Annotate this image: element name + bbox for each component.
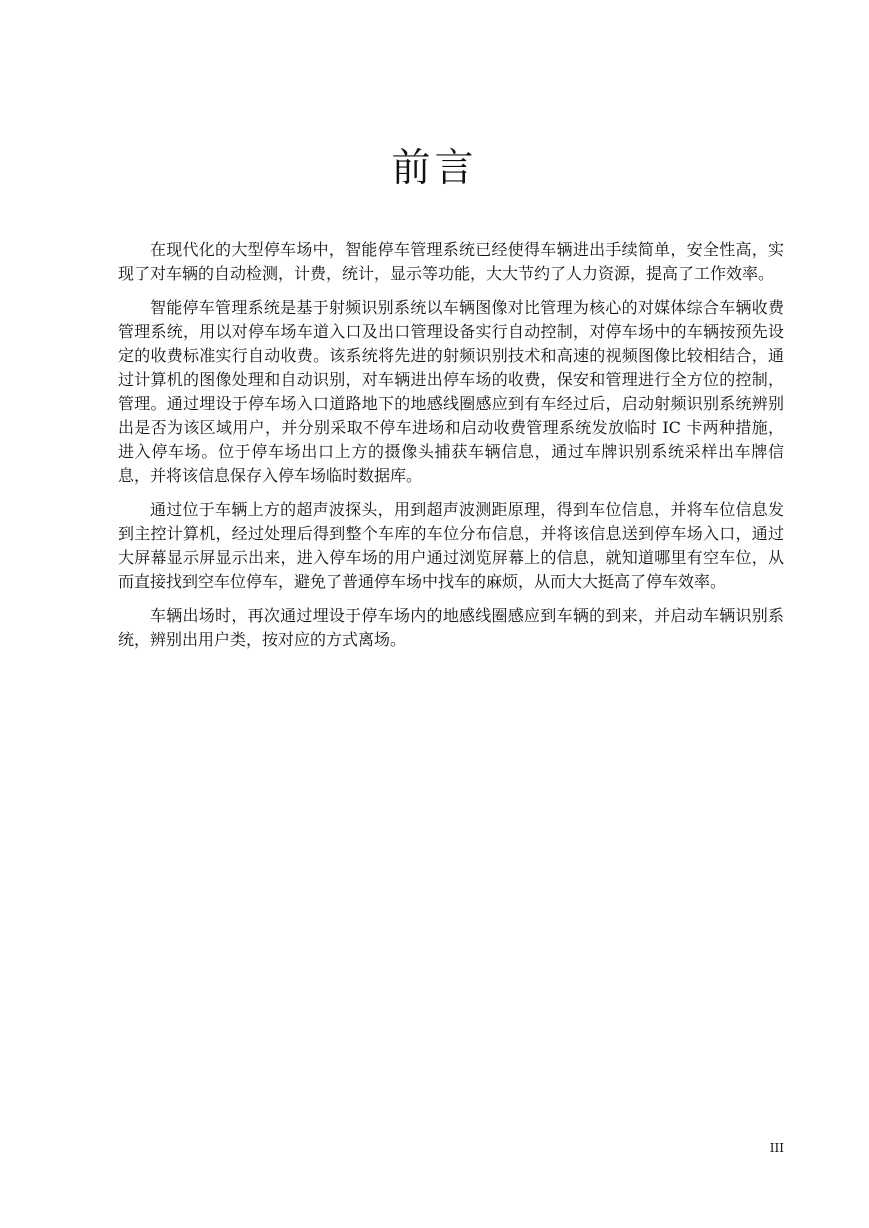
page-number: III	[769, 1141, 784, 1155]
paragraph-1: 在现代化的大型停车场中，智能停车管理系统已经使得车辆进出手续简单，安全性高，实现了对车辆的自动检测，计费，统计，显示等功能，大大节约了人力资源，提高了工作效率。	[118, 240, 784, 283]
paragraph-3: 通过位于车辆上方的超声波探头，用到超声波测距原理，得到车位信息，并将车位信息发到主控计算机，经过处理后得到整个车库的车位分布信息，并将该信息送到停车场入口，通过大屏幕显示屏显示出来，进入停车场的用户通过浏览屏幕上的信息，就知道哪里有空车位，从而直接找到空车位停车，避免了普通停车场中找车的麻烦，从而大大挺高了停车效率。	[118, 500, 784, 591]
page-title: 前言	[391, 146, 478, 191]
paragraph-4: 车辆出场时，再次通过埋设于停车场内的地感线圈感应到车辆的到来，并启动车辆识别系统，辨别出用户类，按对应的方式离场。	[118, 606, 784, 649]
paragraph-2: 智能停车管理系统是基于射频识别系统以车辆图像对比管理为核心的对媒体综合车辆收费管理系统，用以对停车场车道入口及出口管理设备实行自动控制，对停车场中的车辆按预先设定的收费标准实行自动收费。该系统将先进的射频识别技术和高速的视频图像比较相结合，通过计算机的图像处理和自动识别，对车辆进出停车场的收费，保安和管理进行全方位的控制，管理。通过埋设于停车场入口道路地下的地感线圈感应到有车经过后，启动射频识别系统辨别出是否为该区域用户，并分别采取不停车进场和启动收费管理系统发放临时 IC 卡两种措施，进入停车场。位于停车场出口上方的摄像头捕获车辆信息，通过车牌识别系统采样出车牌信息，并将该信息保存入停车场临时数据库。	[118, 298, 784, 485]
body-text	[118, 238, 784, 662]
